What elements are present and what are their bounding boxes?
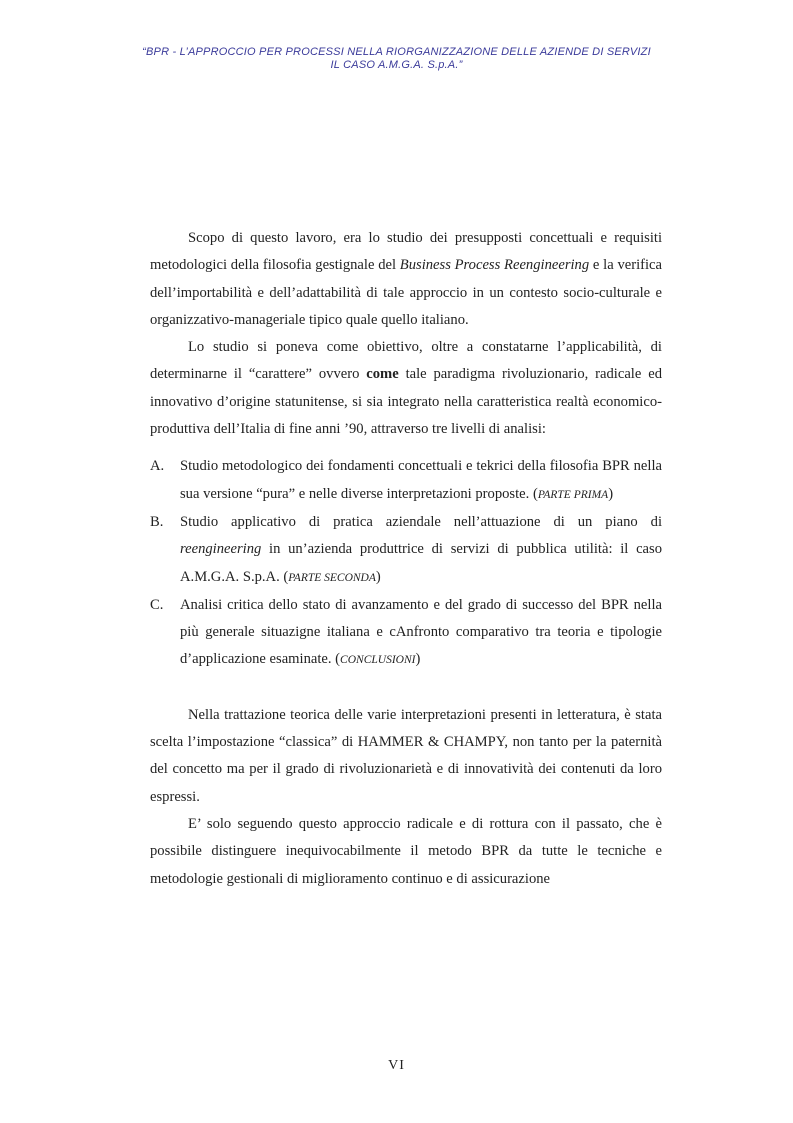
list-item-text: Analisi critica dello stato di avanzamento e del grado di successo del BPR nella più generale situazigne italiana e cAnfronto comparativo tra teoria e tipologie d’applicazione esaminate. ( (180, 596, 662, 668)
list-item-section-tag: PARTE SECONDA (288, 571, 376, 584)
paragraph-2-text-a: Lo studio si poneva come obiettivo, oltre a constatarne l’applicabilità, di determinarne il “carattere” ovvero (150, 339, 662, 383)
list-item-letter: C. (150, 596, 164, 613)
running-header (0, 46, 793, 72)
list-item-text-end: ) (375, 568, 381, 585)
list-item-emphasis: reengineering (180, 541, 262, 558)
list-item-letter: B. (150, 513, 164, 530)
list-item-section-tag: CONCLUSIONI (340, 654, 416, 667)
paragraph-2-bold: come (366, 366, 399, 383)
body-text (150, 225, 662, 893)
list-item-text-mid: in un’azienda produttrice di servizi di pubblica utilità: il caso A.M.G.A. S.p.A. ( (180, 541, 662, 585)
list-item-section-tag: PARTE PRIMA (537, 488, 609, 501)
list-item-text: Studio applicativo di pratica aziendale nell’attuazione di un piano di (180, 513, 662, 530)
list-item-b (150, 509, 662, 592)
paragraph-2 (150, 334, 662, 443)
header-line-1: “BPR - L’APPROCCIO PER PROCESSI NELLA RIORGANIZZAZIONE DELLE AZIENDE DI SERVIZI (142, 46, 651, 58)
list-item-c (150, 592, 662, 675)
page-number: VI (388, 1058, 405, 1073)
paragraph-3: Nella trattazione teorica delle varie interpretazioni presenti in letteratura, è stata scelta l’impostazione “classica” di HAMMER & CHAMPY, non tanto per la paternità del concetto ma per il grado di rivoluzionarietà e di innovatività dei contenuti da loro espressi. (150, 706, 662, 805)
paragraph-2-text-b: tale paradigma rivoluzionario, radicale ed innovativo d’origine statunitense, si sia integrato nella caratteristica realtà economico-produttiva dell’Italia di fine anni ’90, attraverso tre livelli di analisi: (150, 366, 662, 438)
paragraph-4: E’ solo seguendo questo approccio radicale e di rottura con il passato, che è possibile distinguere inequivocabilmente il metodo BPR da tutte le tecniche e metodologie gestionali di miglioramento continuo e di assicurazione (150, 815, 662, 887)
analysis-levels-list (150, 453, 662, 674)
paragraph-1-emphasis: Business Process Reengineering (399, 257, 590, 274)
list-item-text: Studio metodologico dei fondamenti concettuali e tekrici della filosofia BPR nella sua versione “pura” e nelle diverse interpretazioni proposte. ( (180, 458, 662, 502)
header-line-2: IL CASO A.M.G.A. S.p.A.” (330, 59, 463, 71)
list-item-text-end: ) (415, 651, 421, 668)
list-item-text-end: ) (608, 485, 614, 502)
paragraph-1 (150, 225, 662, 334)
paragraph-1-text-b: e la verifica dell’importabilità e dell’adattabilità di tale approccio in un contesto socio-culturale e organizzativo-manageriale tipico quale quello italiano. (150, 257, 662, 328)
paragraph-1-text-a: Scopo di questo lavoro, era lo studio dei presupposti concettuali e requisiti metodologici della filosofia gestignale del (150, 230, 662, 274)
list-item-letter: A. (150, 458, 165, 475)
list-item-a (150, 453, 662, 509)
